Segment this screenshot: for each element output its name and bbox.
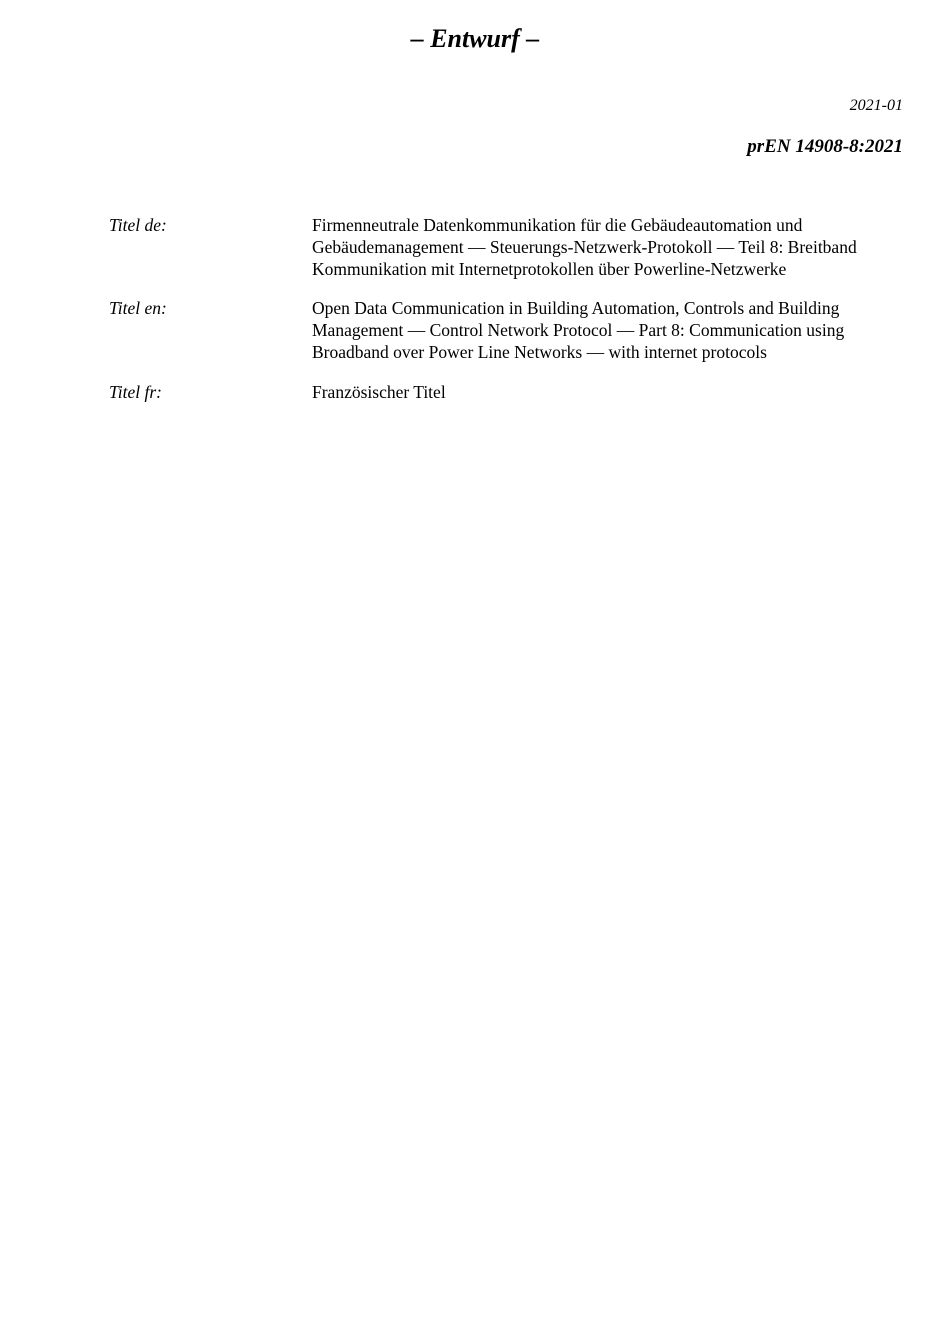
title-row-en <box>109 298 909 363</box>
document-number: prEN 14908-8:2021 <box>747 136 903 157</box>
document-date: 2021-01 <box>849 97 903 114</box>
title-text-de: Firmenneutrale Datenkommunikation für die Gebäudeautomation und Gebäudemanagement — Steuerungs-Netzwerk-Protokoll — Teil 8: Breitband Kommunikation mit Internetprotokollen über Powerline-Netzwerke <box>312 215 857 279</box>
title-text-fr: Französischer Titel <box>312 381 446 402</box>
title-text-en: Open Data Communication in Building Automation, Controls and Building Management — Control Network Protocol — Part 8: Communication using Broadband over Power Line Networks — with internet protocols <box>312 298 845 362</box>
title-row-de <box>109 215 909 280</box>
title-label-en: Titel en: <box>109 298 167 319</box>
draft-heading: – Entwurf – <box>410 24 540 53</box>
titles-section <box>109 215 909 422</box>
title-label-de: Titel de: <box>109 215 167 235</box>
title-row-fr <box>109 382 909 404</box>
title-label-fr: Titel fr: <box>109 381 162 402</box>
